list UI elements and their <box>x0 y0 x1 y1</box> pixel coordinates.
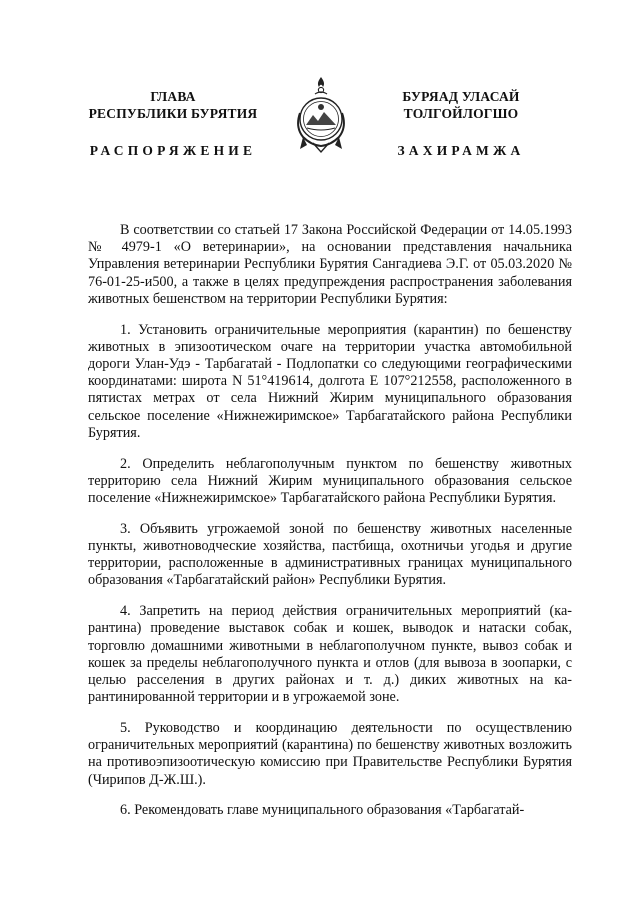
header-right-line1: БУРЯАД УЛАСАЙ <box>402 89 520 104</box>
header-left-line1: ГЛАВА <box>150 89 196 104</box>
header-right-doc-type: ЗАХИРАМЖА <box>397 143 525 158</box>
header-left-line2: РЕСПУБЛИКИ БУРЯТИЯ <box>88 106 258 121</box>
document-body <box>88 222 572 820</box>
item-5-paragraph: 5. Руководство и координацию деятельности по осуществлению ограничительных мероприятий (карантина) по бешенству животных возложить на противоэпизоотическую комиссию при Правительстве Республики Бурятия (Чирипов Д-Ж.Ш.). <box>88 720 572 788</box>
item-6-paragraph: 6. Рекомендовать главе муниципального образования «Тарбагатай- <box>120 802 525 819</box>
preamble-paragraph: В соответствии со статьей 17 Закона Российской Федерации от 14.05.1993 № 4979-1 «О ветеринарии», на основании представления начальника Управления ветеринарии Республики Бурятия Сангадиева Э.Г. от 05.03.2020 № 76-01-25-и500, а также в целях предупреждения распространения заболевания животных бешенством на территории Республики Бурятия: <box>88 222 572 307</box>
header-left-doc-type: РАСПОРЯЖЕНИЕ <box>89 143 257 158</box>
coat-of-arms-icon <box>291 75 351 155</box>
item-1-paragraph: 1. Установить ограничительные мероприятия (карантин) по бешенству животных в эпизоотическом очаге на территории участка автомобильной дороги Улан-Удэ - Тарбагатай - Подлопатки со следующими географическими координатами: широта N 51°419614, долгота E 107°212558, расположенного в пятистах метрах от села Нижний Жирим муниципального образования сельское поселение «Нижнежиримское» Тарбагатайского района Республики Бурятия. <box>88 321 572 441</box>
item-4-paragraph: 4. Запретить на период действия ограничительных мероприятий (карантина) проведение выставок собак и кошек, выводок и натаски собак, торговлю домашними животными в неблагополучном пункте, вывоз собак и кошек за пределы неблагополучного пункта и отлов (для вывоза в зоопарки, с целью расселения в других районах и т. д.) диких животных на карантинированной территории и в угрожаемой зоне. <box>88 603 572 706</box>
item-2-paragraph: 2. Определить неблагополучным пунктом по бешенству животных территорию села Нижний Жирим муниципального образования сельское поселение «Нижнежиримское» Тарбагатайского района Республики Бурятия. <box>88 455 572 507</box>
item-3-paragraph: 3. Объявить угрожаемой зоной по бешенству животных населенные пункты, животноводческие хозяйства, пастбища, охотничьи угодья и другие территории, расположенные в административных границах муниципального образования «Тарбагатайский район» Республики Бурятия. <box>88 520 572 589</box>
header-right-line2: ТОЛГОЙЛОГШО <box>403 106 519 121</box>
